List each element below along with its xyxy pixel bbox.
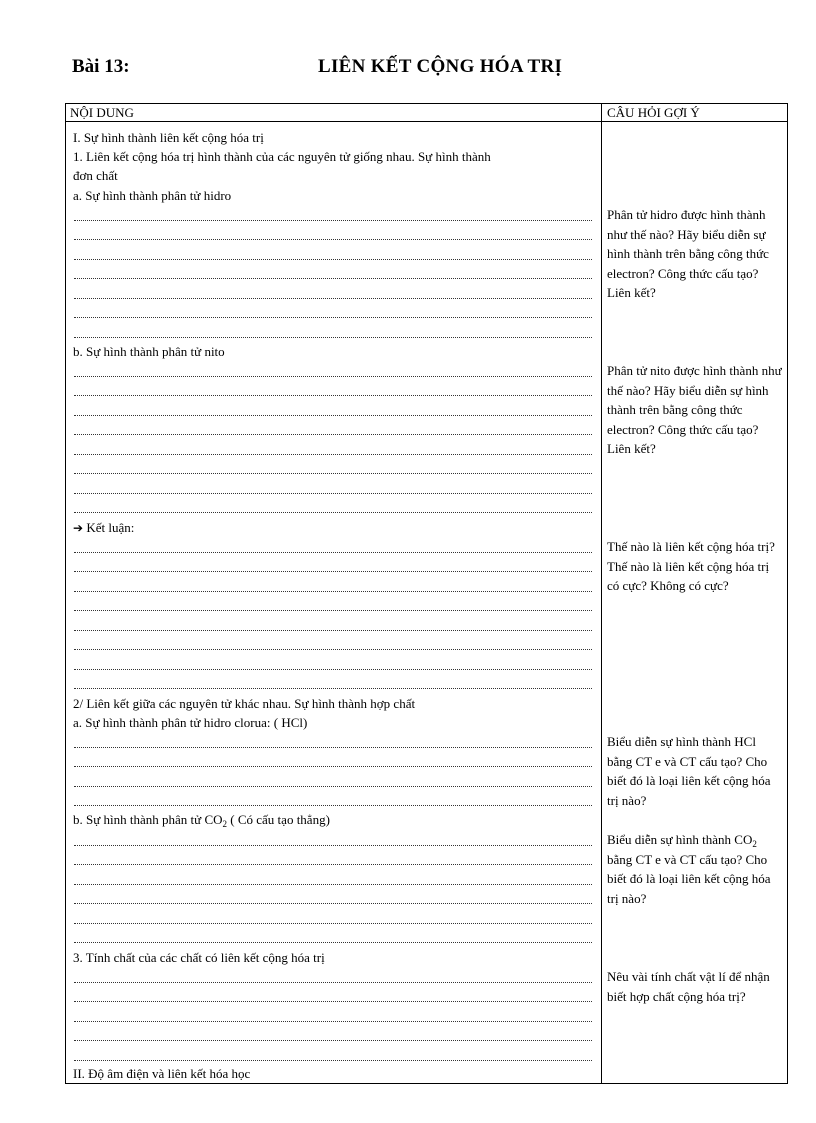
answer-line [74, 238, 592, 240]
answer-line [74, 394, 592, 396]
answer-line [74, 1000, 592, 1002]
answer-line [74, 746, 592, 748]
answer-line [74, 414, 592, 416]
worksheet-table [65, 103, 788, 1084]
answer-line [74, 375, 592, 377]
question-properties: Nêu vài tính chất vật lí để nhận biết hợp chất cộng hóa trị? [607, 969, 770, 1004]
answer-line [74, 863, 592, 865]
heading-b-co2: b. Sự hình thành phân tử $CO_2$ ( Có cấu tạo thẳng) [73, 812, 330, 829]
conclusion-heading [73, 518, 134, 539]
section-1-1-line2: đơn chất [73, 168, 118, 183]
column-divider [601, 104, 602, 1083]
answer-line [74, 492, 592, 494]
question-nitrogen: Phân tử nito được hình thành như thế nào? Hãy biểu diễn sự hình thành trên bằng công thức electron? Công thức cấu tạo? Liên kết? [607, 363, 782, 456]
right-arrow-icon: ➔ [73, 521, 84, 535]
answer-line [74, 1020, 592, 1022]
column-header-content: NỘI DUNG [70, 105, 134, 120]
answer-line [74, 551, 592, 553]
answer-line [74, 590, 592, 592]
answer-line [74, 883, 592, 885]
answer-line [74, 511, 592, 513]
answer-line [74, 804, 592, 806]
answer-line [74, 316, 592, 318]
question-co2: Biểu diễn sự hình thành $CO_2$ bằng CT e và CT cấu tạo? Cho biết đó là loại liên kết cộng hóa trị nào? [607, 832, 771, 906]
answer-line [74, 902, 592, 904]
answer-line [74, 629, 592, 631]
heading-b-nitrogen: b. Sự hình thành phân tử nito [73, 344, 225, 359]
heading-a-hydrogen: a. Sự hình thành phân tử hidro [73, 188, 232, 203]
answer-line [74, 785, 592, 787]
section-1-1-line1: 1. Liên kết cộng hóa trị hình thành của các nguyên tử giống nhau. Sự hình thành [73, 149, 491, 164]
page-title: LIÊN KẾT CỘNG HÓA TRỊ [318, 56, 563, 77]
question-hydrogen: Phân tử hidro được hình thành như thế nào? Hãy biểu diễn sự hình thành trên bằng công thức electron? Công thức cấu tạo? Liên kết? [607, 207, 769, 300]
answer-line [74, 609, 592, 611]
section-2-heading: 2/ Liên kết giữa các nguyên tử khác nhau. Sự hình thành hợp chất [73, 696, 416, 711]
answer-line [74, 258, 592, 260]
answer-line [74, 219, 592, 221]
section-3-heading: 3. Tính chất của các chất có liên kết cộng hóa trị [73, 950, 325, 965]
section-II-heading: II. Độ âm điện và liên kết hóa học [73, 1066, 251, 1081]
answer-line [74, 1059, 592, 1061]
answer-line [74, 433, 592, 435]
answer-line [74, 1039, 592, 1041]
answer-line [74, 648, 592, 650]
question-conclusion: Thế nào là liên kết cộng hóa trị? Thế nào là liên kết cộng hóa trị có cực? Không có cực? [607, 539, 775, 593]
conclusion-label: Kết luận: [86, 520, 135, 535]
answer-line [74, 981, 592, 983]
question-hcl: Biểu diễn sự hình thành HCl bằng CT e và CT cấu tạo? Cho biết đó là loại liên kết cộng hóa trị nào? [607, 734, 771, 808]
section-1-heading: I. Sự hình thành liên kết cộng hóa trị [73, 130, 264, 145]
header-divider [66, 121, 787, 122]
heading-a-hcl: a. Sự hình thành phân tử hidro clorua: ( HCl) [73, 715, 308, 730]
answer-line [74, 941, 592, 943]
answer-line [74, 453, 592, 455]
answer-line [74, 277, 592, 279]
answer-line [74, 668, 592, 670]
answer-line [74, 765, 592, 767]
column-header-questions: CÂU HỎI GỢI Ý [607, 105, 700, 120]
answer-line [74, 297, 592, 299]
answer-line [74, 570, 592, 572]
answer-line [74, 336, 592, 338]
answer-line [74, 844, 592, 846]
answer-line [74, 472, 592, 474]
answer-line [74, 687, 592, 689]
answer-line [74, 922, 592, 924]
lesson-label: Bài 13: [72, 56, 130, 77]
